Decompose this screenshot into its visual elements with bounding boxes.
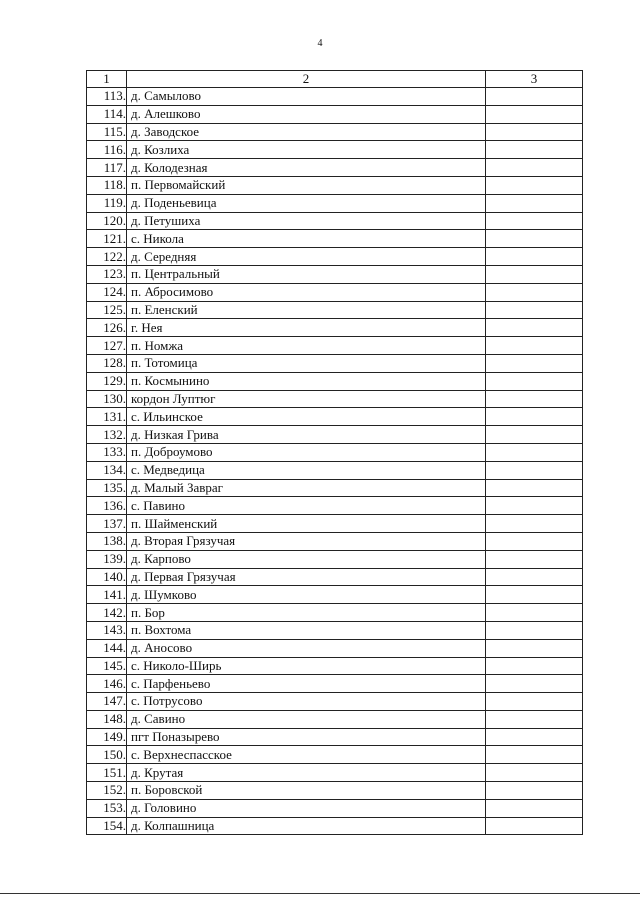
settlement-name: д. Колпашница: [127, 817, 486, 835]
table-row: [87, 532, 583, 550]
row-column-3: [486, 443, 583, 461]
settlement-name: д. Заводское: [127, 123, 486, 141]
row-column-3: [486, 176, 583, 194]
row-number: 127.: [87, 337, 127, 355]
row-column-3: [486, 746, 583, 764]
row-column-3: [486, 408, 583, 426]
row-column-3: [486, 586, 583, 604]
table-row: [87, 782, 583, 800]
row-number: 113.: [87, 88, 127, 106]
table-row: [87, 408, 583, 426]
row-number: 130.: [87, 390, 127, 408]
settlement-name: д. Алешково: [127, 105, 486, 123]
row-number: 135.: [87, 479, 127, 497]
settlement-name: с. Никола: [127, 230, 486, 248]
row-number: 146.: [87, 675, 127, 693]
table-row: [87, 283, 583, 301]
table-row: [87, 497, 583, 515]
table-row: [87, 710, 583, 728]
row-number: 129.: [87, 372, 127, 390]
row-number: 148.: [87, 710, 127, 728]
column-header-2: 2: [127, 71, 486, 88]
row-number: 152.: [87, 782, 127, 800]
settlement-name: д. Козлиха: [127, 141, 486, 159]
table-row: [87, 817, 583, 835]
row-number: 123.: [87, 265, 127, 283]
table-row: [87, 248, 583, 266]
settlement-name: д. Шумково: [127, 586, 486, 604]
table-row: [87, 443, 583, 461]
row-column-3: [486, 479, 583, 497]
row-number: 116.: [87, 141, 127, 159]
row-column-3: [486, 639, 583, 657]
table-row: [87, 337, 583, 355]
row-column-3: [486, 230, 583, 248]
table-row: [87, 479, 583, 497]
row-column-3: [486, 372, 583, 390]
table-row: [87, 159, 583, 177]
row-number: 131.: [87, 408, 127, 426]
settlement-name: с. Ильинское: [127, 408, 486, 426]
table-row: [87, 426, 583, 444]
row-number: 145.: [87, 657, 127, 675]
settlements-table: [86, 70, 583, 835]
settlement-name: п. Боровской: [127, 782, 486, 800]
row-column-3: [486, 693, 583, 711]
row-column-3: [486, 141, 583, 159]
row-number: 120.: [87, 212, 127, 230]
row-number: 151.: [87, 764, 127, 782]
settlement-name: д. Первая Грязучая: [127, 568, 486, 586]
row-number: 138.: [87, 532, 127, 550]
table-row: [87, 301, 583, 319]
table-row: [87, 604, 583, 622]
settlement-name: г. Нея: [127, 319, 486, 337]
row-number: 139.: [87, 550, 127, 568]
row-column-3: [486, 301, 583, 319]
row-number: 124.: [87, 283, 127, 301]
settlement-name: с. Потрусово: [127, 693, 486, 711]
settlement-name: д. Петушиха: [127, 212, 486, 230]
row-column-3: [486, 248, 583, 266]
row-number: 150.: [87, 746, 127, 764]
settlement-name: п. Шайменский: [127, 515, 486, 533]
table-row: [87, 212, 583, 230]
row-column-3: [486, 710, 583, 728]
row-number: 133.: [87, 443, 127, 461]
row-column-3: [486, 426, 583, 444]
table-row: [87, 621, 583, 639]
row-number: 143.: [87, 621, 127, 639]
row-number: 134.: [87, 461, 127, 479]
row-column-3: [486, 88, 583, 106]
settlement-name: д. Середняя: [127, 248, 486, 266]
settlement-name: п. Тотомица: [127, 354, 486, 372]
row-column-3: [486, 568, 583, 586]
settlement-name: с. Николо-Ширь: [127, 657, 486, 675]
row-column-3: [486, 621, 583, 639]
table-row: [87, 799, 583, 817]
table-body: [87, 88, 583, 835]
settlement-name: с. Парфеньево: [127, 675, 486, 693]
row-number: 117.: [87, 159, 127, 177]
table-row: [87, 746, 583, 764]
row-column-3: [486, 265, 583, 283]
row-number: 149.: [87, 728, 127, 746]
table-row: [87, 728, 583, 746]
settlement-name: д. Колодезная: [127, 159, 486, 177]
row-number: 154.: [87, 817, 127, 835]
row-number: 128.: [87, 354, 127, 372]
row-column-3: [486, 283, 583, 301]
table-row: [87, 354, 583, 372]
table-row: [87, 550, 583, 568]
row-column-3: [486, 604, 583, 622]
settlement-name: кордон Луптюг: [127, 390, 486, 408]
row-column-3: [486, 337, 583, 355]
row-column-3: [486, 799, 583, 817]
row-column-3: [486, 354, 583, 372]
row-number: 147.: [87, 693, 127, 711]
table-row: [87, 372, 583, 390]
table-row: [87, 105, 583, 123]
row-column-3: [486, 461, 583, 479]
settlement-name: д. Малый Завраг: [127, 479, 486, 497]
row-column-3: [486, 497, 583, 515]
row-number: 118.: [87, 176, 127, 194]
settlement-name: д. Самылово: [127, 88, 486, 106]
column-header-3: 3: [486, 71, 583, 88]
table-row: [87, 568, 583, 586]
row-column-3: [486, 764, 583, 782]
row-number: 136.: [87, 497, 127, 515]
table-row: [87, 515, 583, 533]
settlement-name: п. Бор: [127, 604, 486, 622]
settlement-name: п. Центральный: [127, 265, 486, 283]
settlement-name: д. Савино: [127, 710, 486, 728]
settlement-name: с. Павино: [127, 497, 486, 515]
table-row: [87, 141, 583, 159]
table-row: [87, 88, 583, 106]
table-header-row: [87, 71, 583, 88]
settlement-name: д. Крутая: [127, 764, 486, 782]
settlement-name: п. Первомайский: [127, 176, 486, 194]
table-row: [87, 176, 583, 194]
row-number: 132.: [87, 426, 127, 444]
row-number: 121.: [87, 230, 127, 248]
settlement-name: с. Медведица: [127, 461, 486, 479]
settlement-name: д. Вторая Грязучая: [127, 532, 486, 550]
settlement-name: с. Верхнеспасское: [127, 746, 486, 764]
row-number: 137.: [87, 515, 127, 533]
table-row: [87, 693, 583, 711]
row-column-3: [486, 515, 583, 533]
row-column-3: [486, 782, 583, 800]
row-column-3: [486, 675, 583, 693]
table-row: [87, 675, 583, 693]
settlement-name: п. Еленский: [127, 301, 486, 319]
table-row: [87, 586, 583, 604]
row-number: 125.: [87, 301, 127, 319]
table-row: [87, 194, 583, 212]
row-column-3: [486, 105, 583, 123]
table-row: [87, 123, 583, 141]
row-column-3: [486, 728, 583, 746]
table-row: [87, 390, 583, 408]
row-number: 141.: [87, 586, 127, 604]
row-column-3: [486, 123, 583, 141]
row-number: 122.: [87, 248, 127, 266]
settlement-name: пгт Поназырево: [127, 728, 486, 746]
row-column-3: [486, 159, 583, 177]
row-column-3: [486, 532, 583, 550]
row-column-3: [486, 319, 583, 337]
row-number: 119.: [87, 194, 127, 212]
page-number: 4: [317, 38, 323, 49]
table-row: [87, 265, 583, 283]
settlement-name: п. Номжа: [127, 337, 486, 355]
settlement-name: п. Абросимово: [127, 283, 486, 301]
row-number: 142.: [87, 604, 127, 622]
settlement-name: д. Аносово: [127, 639, 486, 657]
row-number: 153.: [87, 799, 127, 817]
row-column-3: [486, 550, 583, 568]
row-number: 140.: [87, 568, 127, 586]
table-row: [87, 657, 583, 675]
table-row: [87, 461, 583, 479]
row-column-3: [486, 390, 583, 408]
settlement-name: п. Космынино: [127, 372, 486, 390]
table-row: [87, 639, 583, 657]
column-header-1: 1: [87, 71, 127, 88]
row-column-3: [486, 657, 583, 675]
row-number: 144.: [87, 639, 127, 657]
settlement-name: д. Поденьевица: [127, 194, 486, 212]
settlement-name: п. Вохтома: [127, 621, 486, 639]
settlement-name: д. Низкая Грива: [127, 426, 486, 444]
row-number: 114.: [87, 105, 127, 123]
table-row: [87, 319, 583, 337]
settlement-name: д. Карпово: [127, 550, 486, 568]
page-bottom-rule: [0, 893, 640, 894]
row-number: 126.: [87, 319, 127, 337]
table-row: [87, 230, 583, 248]
row-column-3: [486, 817, 583, 835]
settlement-name: д. Головино: [127, 799, 486, 817]
settlement-name: п. Доброумово: [127, 443, 486, 461]
row-column-3: [486, 212, 583, 230]
table-row: [87, 764, 583, 782]
row-column-3: [486, 194, 583, 212]
row-number: 115.: [87, 123, 127, 141]
